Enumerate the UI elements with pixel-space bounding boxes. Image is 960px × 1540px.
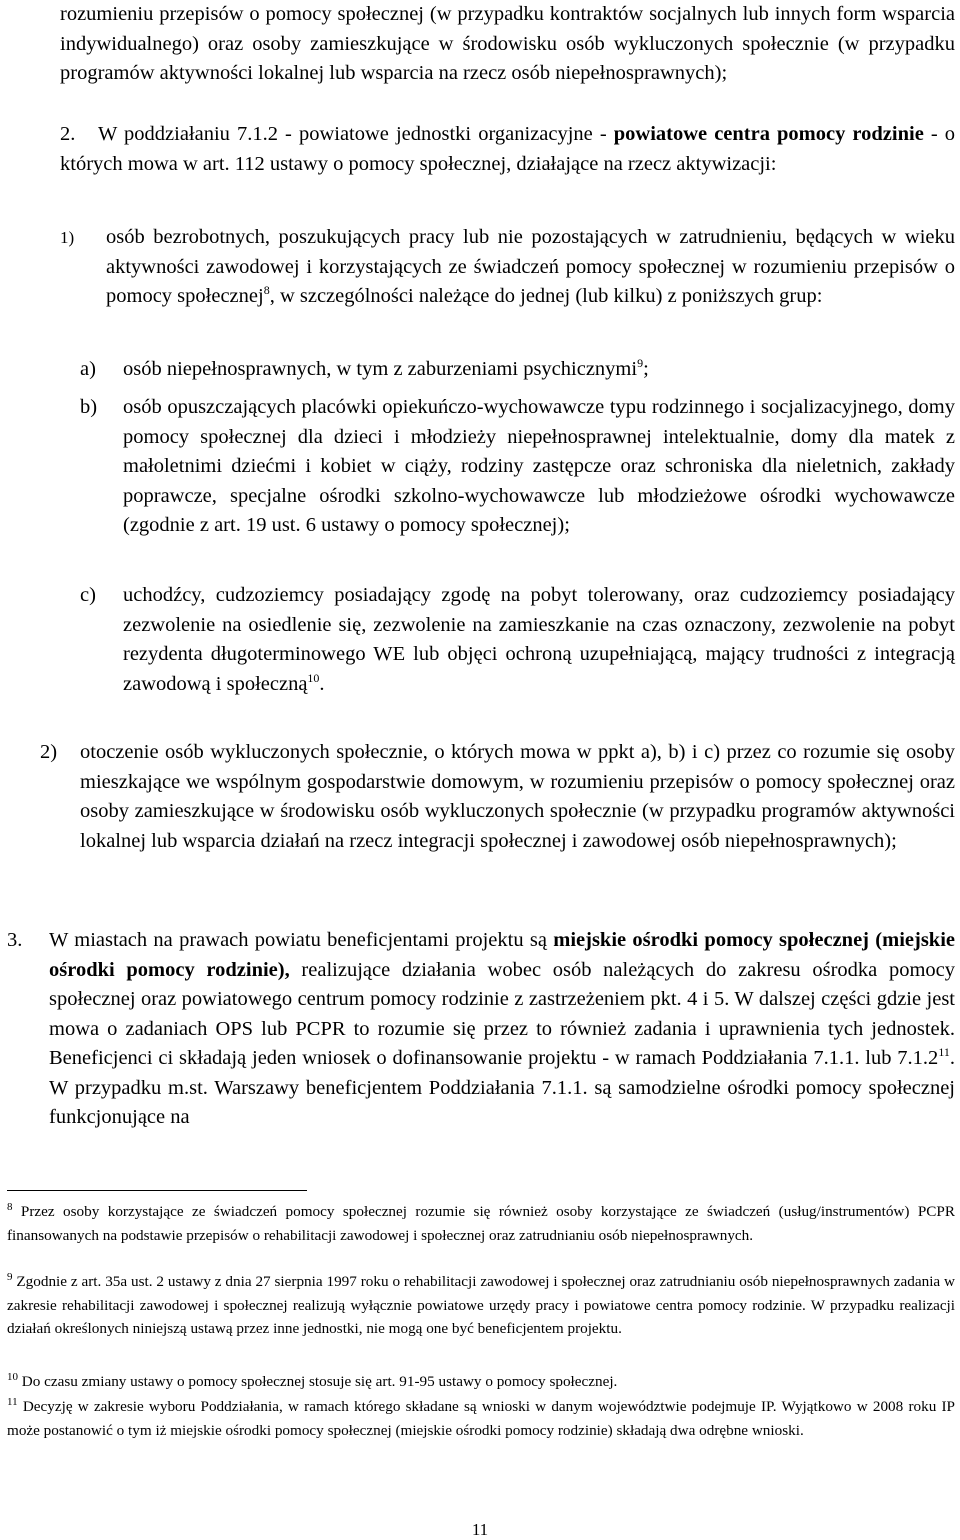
footnote-9-number: 9: [7, 1270, 13, 1283]
sub-item-a-marker: a): [80, 358, 96, 380]
sub-item-c-text: uchodźcy, cudzoziemcy posiadający zgodę na pobyt tolerowany, oraz cudzoziemcy posiadający zezwolenie na osiedlenie się, zezwolenie na zamieszkanie na czas oznaczony, zezwolenie na pobyt rezydenta długoterminowego WE lub objęci ochroną uzupełniającą, mający trudności z integracją zawodową i społeczną: [123, 584, 955, 695]
list-item-1-marker: 1): [60, 228, 75, 247]
sub-item-b-text: osób opuszczających placówki opiekuńczo-wychowawcze typu rodzinnego i socjalizacyjnego, domy pomocy społecznej dla dzieci i młodzieży niepełnosprawnej intelektualnie, domy dla matek z małoletnimi dziećmi i kobiet w ciąży, rodziny zastępcze oraz schroniska dla nieletnich, zakłady poprawcze, specjalne ośrodki szkolno-wychowawcze lub młodzieżowe ośrodki wychowawcze (zgodnie z art. 19 ust. 6 ustawy o pomocy społecznej);: [123, 396, 955, 536]
paragraph-2-number: 2.: [60, 123, 76, 145]
list-item-2-text: otoczenie osób wykluczonych społecznie, o których mowa w ppkt a), b) i c) przez co rozumie się osoby mieszkające we wspólnym gospodarstwie domowym, w rozumieniu przepisów o pomocy społecznej oraz osoby zamieszkujące w środowisku osób wykluczonych społecznie (w przypadku programów aktywności lokalnej lub wsparcia działań na rzecz integracji społecznej i zawodowej osób niepełnosprawnych);: [80, 741, 955, 852]
footnote-10: [7, 1370, 955, 1394]
paragraph-3-text-after: . W przypadku m.st. Warszawy beneficjentem Poddziałania 7.1.1. są samodzielne ośrodki pomocy społecznej funkcjonujące na: [49, 1047, 955, 1128]
paragraph-2-text-before: W poddziałaniu 7.1.2 - powiatowe jednostki organizacyjne -: [98, 123, 614, 145]
footnote-separator: [7, 1190, 307, 1191]
footnote-ref-8[interactable]: 8: [263, 283, 270, 298]
paragraph-3: [7, 926, 955, 1133]
paragraph-3-bold: miejskie ośrodki pomocy społecznej: [553, 929, 869, 951]
list-item-1: [60, 223, 955, 312]
footnote-8: [7, 1200, 955, 1247]
sub-item-c-text-after: .: [319, 672, 325, 695]
page-number: [0, 1520, 960, 1540]
intro-paragraph: [60, 0, 955, 89]
list-item-1-text-after: , w szczególności należące do jednej (lub kilku) z poniższych grup:: [269, 285, 823, 307]
sub-item-a: [80, 355, 955, 385]
footnote-ref-11[interactable]: 11: [938, 1045, 950, 1060]
list-item-2: [40, 738, 955, 856]
list-item-2-marker: 2): [40, 741, 58, 763]
footnote-11: [7, 1395, 955, 1442]
footnote-8-text: Przez osoby korzystające ze świadczeń pomocy społecznej rozumie się również osoby korzystające ze świadczeń (usług/instrumentów) PCPR finansowanych na podstawie przepisów o rehabilitacji zawodowej i społecznej oraz zatrudnianiu osób niepełnosprawnych.: [7, 1203, 955, 1244]
page-number-text: 11: [471, 1520, 489, 1539]
paragraph-3-number: 3.: [7, 929, 23, 951]
footnote-ref-9[interactable]: 9: [637, 356, 644, 371]
footnote-9-text: Zgodnie z art. 35a ust. 2 ustawy z dnia 27 sierpnia 1997 roku o rehabilitacji zawodowej i społecznej oraz zatrudnianiu osób niepełnosprawnych zadania w zakresie rehabilitacji zawodowej i społecznej realizują wyłącznie powiatowe urzędy pracy i powiatowe centra pomocy rodzinie. W przypadku realizacji działań określonych niniejszą ustawą przez inne jednostki, nie mogą one być beneficjentem projektu.: [7, 1273, 956, 1337]
sub-item-a-text: osób niepełnosprawnych, w tym z zaburzeniami psychicznymi: [123, 358, 638, 380]
sub-item-b-marker: b): [80, 396, 98, 418]
footnote-8-number: 8: [7, 1200, 13, 1213]
paragraph-3-bold-paren: (miejskie ośrodki pomocy rodzinie),: [49, 929, 955, 981]
intro-text: rozumieniu przepisów o pomocy społecznej (w przypadku kontraktów socjalnych lub innych form wsparcia indywidualnego) oraz osoby zamieszkujące w środowisku osób wykluczonych społecznie (w przypadku programów aktywności lokalnej lub wsparcia na rzecz osób niepełnosprawnych);: [60, 3, 955, 84]
list-item-1-text: osób bezrobotnych, poszukujących pracy lub nie pozostających w zatrudnieniu, będących w wieku aktywności zawodowej i korzystających ze świadczeń pomocy społecznej w rozumieniu przepisów o pomocy społecznej: [106, 226, 955, 307]
paragraph-3-text-before: W miastach na prawach powiatu beneficjentami projektu są: [49, 929, 554, 951]
footnote-11-number: 11: [7, 1395, 18, 1408]
footnote-10-text: Do czasu zmiany ustawy o pomocy społecznej stosuje się art. 91-95 ustawy o pomocy społecznej.: [21, 1373, 618, 1390]
paragraph-2: [60, 120, 955, 179]
footnote-ref-10[interactable]: 10: [307, 670, 320, 685]
sub-item-c-marker: c): [80, 584, 96, 606]
sub-item-a-text-after: ;: [643, 358, 649, 380]
paragraph-2-text-after: - o których mowa w art. 112 ustawy o pomocy społecznej, działające na rzecz aktywizacji:: [60, 123, 956, 175]
paragraph-2-bold: powiatowe centra pomocy rodzinie: [613, 123, 924, 145]
sub-item-b: [80, 393, 955, 541]
sub-item-c: [80, 581, 955, 699]
footnote-9: [7, 1270, 955, 1341]
footnote-11-text: Decyzję w zakresie wyboru Poddziałania, w ramach którego składane są wnioski w danym województwie podejmuje IP. Wyjątkowo w 2008 roku IP może postanowić o tym iż miejskie ośrodki pomocy społecznej (miejskie ośrodki pomocy rodzinie) składają dwa odrębne wnioski.: [7, 1398, 956, 1439]
paragraph-3-text-mid: realizujące działania wobec osób należących do zakresu ośrodka pomocy społecznej oraz powiatowego centrum pomocy rodzinie z zastrzeżeniem pkt. 4 i 5. W dalszej części gdzie jest mowa o zadaniach OPS lub PCPR to rozumie się przez to również zadania i uprawnienia tych jednostek. Beneficjenci ci składają jeden wniosek o dofinansowanie projektu - w ramach Poddziałania 7.1.1. lub 7.1.2: [49, 958, 955, 1069]
footnote-10-number: 10: [7, 1370, 18, 1383]
